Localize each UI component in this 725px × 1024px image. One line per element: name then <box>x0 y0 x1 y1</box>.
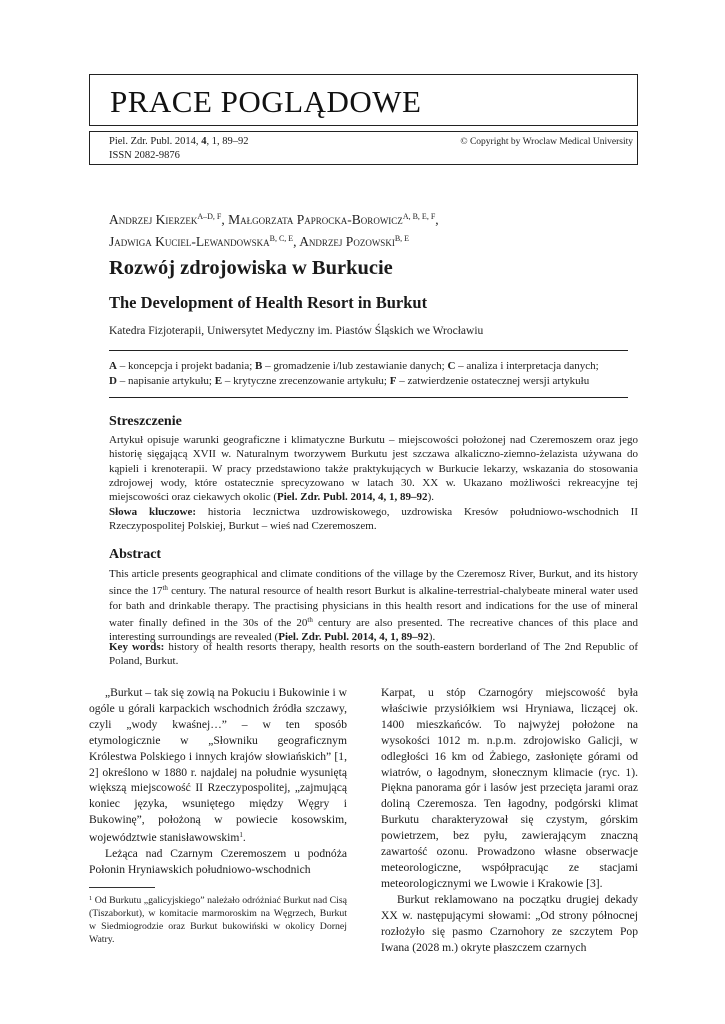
issn: ISSN 2082-9876 <box>109 150 180 161</box>
section-title: PRACE POGLĄDOWE <box>110 84 422 119</box>
affiliation: Katedra Fizjoterapii, Uniwersytet Medyczny im. Piastów Śląskich we Wrocławiu <box>109 325 484 337</box>
author-roles: B, C, E <box>269 234 294 243</box>
author-roles: B, E <box>394 234 410 243</box>
divider <box>109 397 628 398</box>
body-column-right <box>381 685 638 955</box>
abstract-keywords: Key words: history of health resorts therapy, health resorts on the south-eastern borderland of The 2nd Republic of Poland, Burkut. <box>109 641 639 668</box>
footnote-ref: 1 <box>239 831 243 840</box>
footnote-rule <box>89 887 155 888</box>
journal-citation: Piel. Zdr. Publ. 2014, 4, 1, 89–92 ISSN 2082-9876 <box>109 136 249 161</box>
streszczenie-text: Artykuł opisuje warunki geograficzne i klimatyczne Burkutu – miejscowości położonej nad Czeremoszem oraz jego historię sięgającą XVII w. Naturalnym tworzywem Burkutu jest szczawa alkaliczno-ziemno-żelazista używana do kąpieli i krenoterapii. W pracy przedstawiono także praktykujących w Burkucie lekarzy, wskazania do stosowania zdrojowej wody, które ostatecznie sprecyzowano w latach 30. XX w. Ukazano możliwości rekreacyjne tej miejscowości oraz ciekawych okolic (Piel. Zdr. Publ. 2014, 4, 1, 89–92). <box>109 434 638 504</box>
author-roles: A, B, E, F <box>402 212 436 221</box>
author: Andrzej Kierzek <box>109 212 198 227</box>
streszczenie-heading: Streszczenie <box>109 414 182 429</box>
author: Małgorzata Paprocka-Borowicz <box>228 212 403 227</box>
body-paragraph: Karpat, u stóp Czarnogóry miejscowość była właściwie przysiółkiem wsi Hryniawa, liczącej ok. 1400 mieszkańców. To najwyżej położone na wysokości 1012 m. n.p.m. zdrojowisko Galicji, w odległości 16 km od Żabiego, zasłonięte górami od wiatrów, o łagodnym, słonecznym klimacie (ryc. 1). Piękna panorama gór i lasów jest przecięta jarami oraz doliną Czeremosza. Ten łagodny, podgórski klimat Burkutu charakteryzował się czystym, górskim powietrzem, bez pyłu, zawierającym znaczną zawartość ozonu. Prowadzono własne obserwacje meteorologiczne, współpracując ze stacjami meteorologicznymi we Lwowie i Krakowie [3]. <box>381 686 638 890</box>
contributions: A – koncepcja i projekt badania; B – gromadzenie i/lub zestawianie danych; C – analiza i interpretacja danych; D – napisanie artykułu; E – krytyczne zrecenzowanie artykułu; F – zatwierdzenie ostatecznej wersji artykułu <box>109 360 599 387</box>
body-paragraph: „Burkut – tak się zowią na Pokuciu i Bukowinie i w ogóle u górali karpackich wschodnich źródła szczawy, czyli „wody kwaśnej…” – w ten sposób etymologicznie w „Słowniku geograficznym Królestwa Polskiego i innych krajów słowiańskich” [1, 2] określono w 1880 r. najdalej na południe wysuniętą większą miejscowość II Rzeczypospolitej, „zajmującą koniec języka, wsuniętego między Węgry i Bukowinę”, położoną w powiecie kosowskim, województwie stanisławowskim$^1$. <box>89 686 347 845</box>
abstract-heading: Abstract <box>109 547 162 562</box>
body-column-left <box>89 685 347 878</box>
author: Andrzej Pozowski <box>299 234 395 249</box>
author-list: Andrzej Kierzek$^{A-D, F}$, Małgorzata Paprocka-Borowicz$^{A, B, E, F}$, Jadwiga Kuciel-Lewandowska$^{B, C, E}$, Andrzej Pozowski$^{B, E}$ <box>109 212 439 249</box>
footnote: $^1$ Od Burkutu „galicyjskiego” należało odróżniać Burkut nad Cisą (Tiszaborkut), w komitacie marmoroskim na Węgrzech, Burkut w Siedmiogrodzie oraz Burkut bukowiński w okolicy Dornej Watry. <box>89 895 347 945</box>
author-roles: A–D, F <box>197 212 222 221</box>
author: Jadwiga Kuciel-Lewandowska <box>109 234 270 249</box>
body-paragraph: Burkut reklamowano na początku drugiej dekady XX w. następującymi słowami: „Od strony północnej rozłożyło się pasmo Czarnohory ze szczytem Pop Iwana (2028 m.) okryte płaszczem czarnych <box>381 892 638 954</box>
abstract-text: This article presents geographical and climate conditions of the village by the Czeremosz River, Burkut, and its history since the 17th century. The natural resource of health resort Burkut is alkaline-terrestrial-chalybeate mineral water used for bath and drinkable therapy. The practising physicians in this health resort and indications for the use of mineral water finally defined in the 30s of the 20th century are also presented. The recreative chances of this place and interesting surroundings are revealed (Piel. Zdr. Publ. 2014, 4, 1, 89–92). <box>109 568 638 644</box>
article-title-pl: Rozwój zdrojowiska w Burkucie <box>109 257 393 279</box>
journal-meta-box <box>89 131 638 165</box>
body-paragraph: Leżąca nad Czarnym Czeremoszem u podnóża Połonin Hryniawskich południowo-wschodnich <box>89 847 347 876</box>
article-title-en: The Development of Health Resort in Burkut <box>109 293 428 312</box>
copyright: © Copyright by Wroclaw Medical University <box>460 137 633 147</box>
streszczenie-keywords: Słowa kluczowe: historia lecznictwa uzdrowiskowego, uzdrowiska Kresów południowo-wschodnich II Rzeczypospolitej Polskiej, Burkut – wieś nad Czeremoszem. <box>109 506 638 533</box>
divider <box>109 350 628 351</box>
section-header-box <box>89 74 638 126</box>
